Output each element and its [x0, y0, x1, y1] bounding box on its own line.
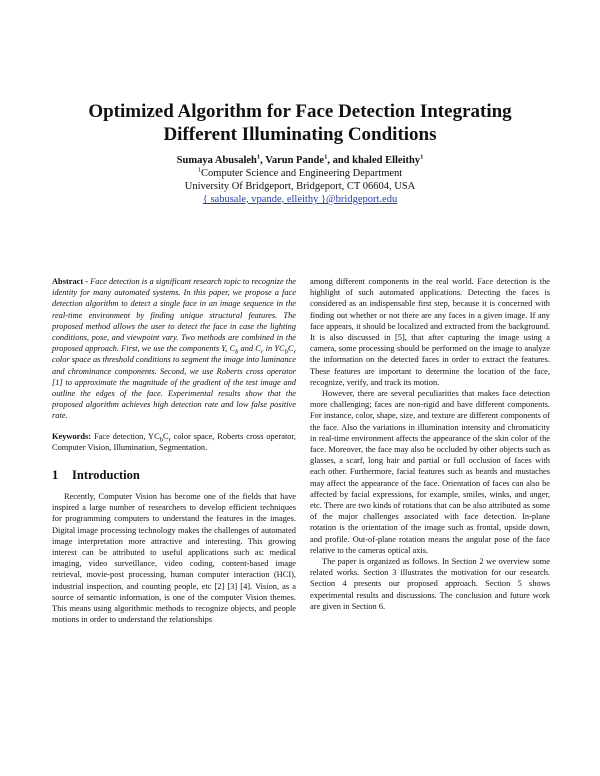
author-email-link[interactable]: { sabusale, vpande, elleithy }@bridgeport.edu: [202, 194, 398, 205]
paper-title: [40, 100, 560, 146]
keywords-label: Keywords:: [52, 431, 92, 441]
title-line-2: Different Illuminating Conditions: [163, 124, 437, 145]
abstract-text: Face detection is a significant research topic to recognize the identity for many automated systems. In this paper, we propose a face detection algorithm to detect a single face in an image sequence in the real-time environment by finding unique structural features. The proposed method allows the user to detect the face in case the lighting conditions, pose, and viewpoint vary. Two methods are combined in the proposed approach. First, we use the components Y, $C_b$ and $C_r$ in $YC_bC_r$ color space as threshold conditions to segment the image into luminance and chrominance components. Second, we use Roberts cross operator [1] to approximate the magnitude of the gradient of the test image and outline the edges of the face. Experimental results show that the proposed algorithm achieves high detection rate and low false positive rate.: [52, 277, 296, 421]
section-1-title: Introduction: [72, 468, 140, 483]
author-3: and khaled Elleithy: [332, 155, 421, 166]
author-2: Varun Pande: [265, 155, 325, 166]
affiliation-dept: Computer Science and Engineering Department: [201, 168, 403, 179]
affiliation-line-2: University Of Bridgeport, Bridgeport, CT 06604, USA: [184, 181, 416, 192]
section-1-number: 1: [52, 468, 59, 483]
right-column: [310, 276, 550, 612]
author-3-sup: 1: [420, 153, 424, 161]
intro-paragraph-3: However, there are several peculiarities that makes face detection more challenging; faces are non-rigid and have different components. For instance, color, shape, size, and texture are different components of the face. Also the variations in illumination intensity and chromaticity in real-time environment affects the appearance of the skin color of the face. Moreover, the face may also be occluded by other objects such as glasses, a scarf, long hair and partial or full occlusion of faces with each other. Furthermore, facial features such as beards and mustaches may affect the appearance of the face. Orientation of faces can also be affected by facial expressions, for example, smiles, winks, and anger, etc. There are two kinds of rotations that can be also attributed as some of the major challenges associated with face detection. In-plane rotation is the orientation of the image such as frontal, upside down, and profile. Out-of-plane rotation means the angular pose of the face relative to the cameras optical axis.: [310, 389, 550, 555]
title-line-1: Optimized Algorithm for Face Detection Integrating: [88, 101, 512, 122]
author-1: Sumaya Abusaleh: [176, 155, 257, 166]
author-1-sup: 1: [256, 153, 261, 161]
intro-paragraph-2: among different components in the real world. Face detection is the highlight of such automated applications. Detecting the faces is considered as an indispensable first step, because it is concerned with finding out whether or not there are any faces in a given image. If any face appears, it should be localized and extracted from the background. It is also discussed in [5], that after capturing the image using a camera, some processing should be performed on the image to analyze the information on the detected faces in order to extract the features. These features are important to determine the location of the face, recognize, verify, and track its motion.: [310, 277, 550, 387]
intro-paragraph-4: The paper is organized as follows. In Section 2 we overview some related works. Section 3 illustrates the motivation for our research. Section 4 presents our proposed approach. Section 5 shows experimental results and discussions. The conclusion and future work are given in Section 6.: [310, 557, 550, 611]
keywords-text: Face detection, $YC_bC_r$ color space, Roberts cross operator, Computer Vision, Illumination, Segmentation.: [52, 431, 297, 452]
abstract-label: Abstract -: [52, 277, 91, 286]
affiliation-line-1: [40, 167, 560, 180]
section-1-heading: [52, 468, 296, 482]
left-column: [52, 276, 296, 625]
keywords: [52, 431, 296, 453]
author-names: Sumaya Abusaleh$^1$, Varun Pande$^1$, and khaled Elleithy$^1$: [176, 153, 424, 166]
author-block: [40, 154, 560, 206]
abstract: [52, 276, 296, 422]
intro-paragraph-1: Recently, Computer Vision has become one of the fields that have inspired a large number of researchers to develop efficient techniques for programming computers to understand the features in the images. Digital image processing technology makes the challenges of automated image interpretation more attractive and interesting. This growing interest can be attributed to useful applications such as: medical imaging, video surveillance, video coding, content-based image retrieval, movie-post processing, human computer interaction (HCI), industrial inspection, and counting people, etc [2] [3] [4]. Vision, as a source of semantic information, is one of the computer Vision themes. This means using algorithmic methods to recognize objects, and people motions in order to understand the relationships: [52, 492, 296, 625]
author-2-sup: 1: [324, 153, 328, 161]
affiliation-sup: 1: [197, 166, 202, 174]
